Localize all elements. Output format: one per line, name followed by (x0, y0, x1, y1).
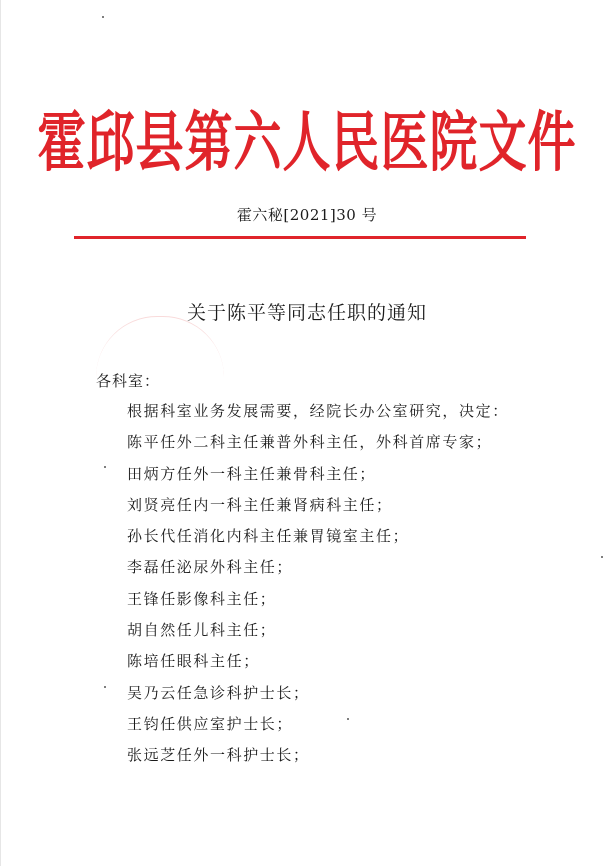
issuer-header-title: 霍邱县第六人民医院文件 (37, 104, 577, 181)
body-line: 根据科室业务发展需要，经院长办公室研究，决定： (127, 402, 509, 420)
body-line: 刘贤亮任内一科主任兼肾病科主任； (127, 495, 393, 514)
faint-seal-stamp (96, 316, 224, 377)
body-line: 王锋任影像科主任； (127, 589, 277, 608)
body-line: 田炳方任外一科主任兼骨科主任； (127, 464, 377, 483)
notice-body (127, 396, 587, 772)
scan-speck (601, 556, 603, 558)
body-line: 胡自然任儿科主任； (127, 621, 277, 640)
scan-speck (104, 466, 106, 468)
scan-speck (104, 686, 106, 688)
body-line: 王钧任供应室护士长； (127, 714, 294, 733)
salutation: 各科室： (96, 372, 161, 390)
body-line: 吴乃云任急诊科护士长； (127, 683, 310, 702)
body-line: 张远芝任外一科护士长； (127, 746, 310, 765)
body-line: 陈培任眼科主任； (127, 652, 260, 671)
red-divider-line (74, 236, 526, 239)
body-line: 孙长代任消化内科主任兼胃镜室主任； (127, 527, 410, 546)
body-line: 李磊任泌尿外科主任； (127, 558, 294, 577)
body-line: 陈平任外二科主任兼普外科主任，外科首席专家； (127, 433, 493, 452)
scan-speck (347, 718, 349, 720)
scan-speck (102, 16, 104, 18)
notice-title: 关于陈平等同志任职的通知 (186, 302, 427, 324)
document-number: 霍六秘[2021]30 号 (236, 206, 378, 224)
